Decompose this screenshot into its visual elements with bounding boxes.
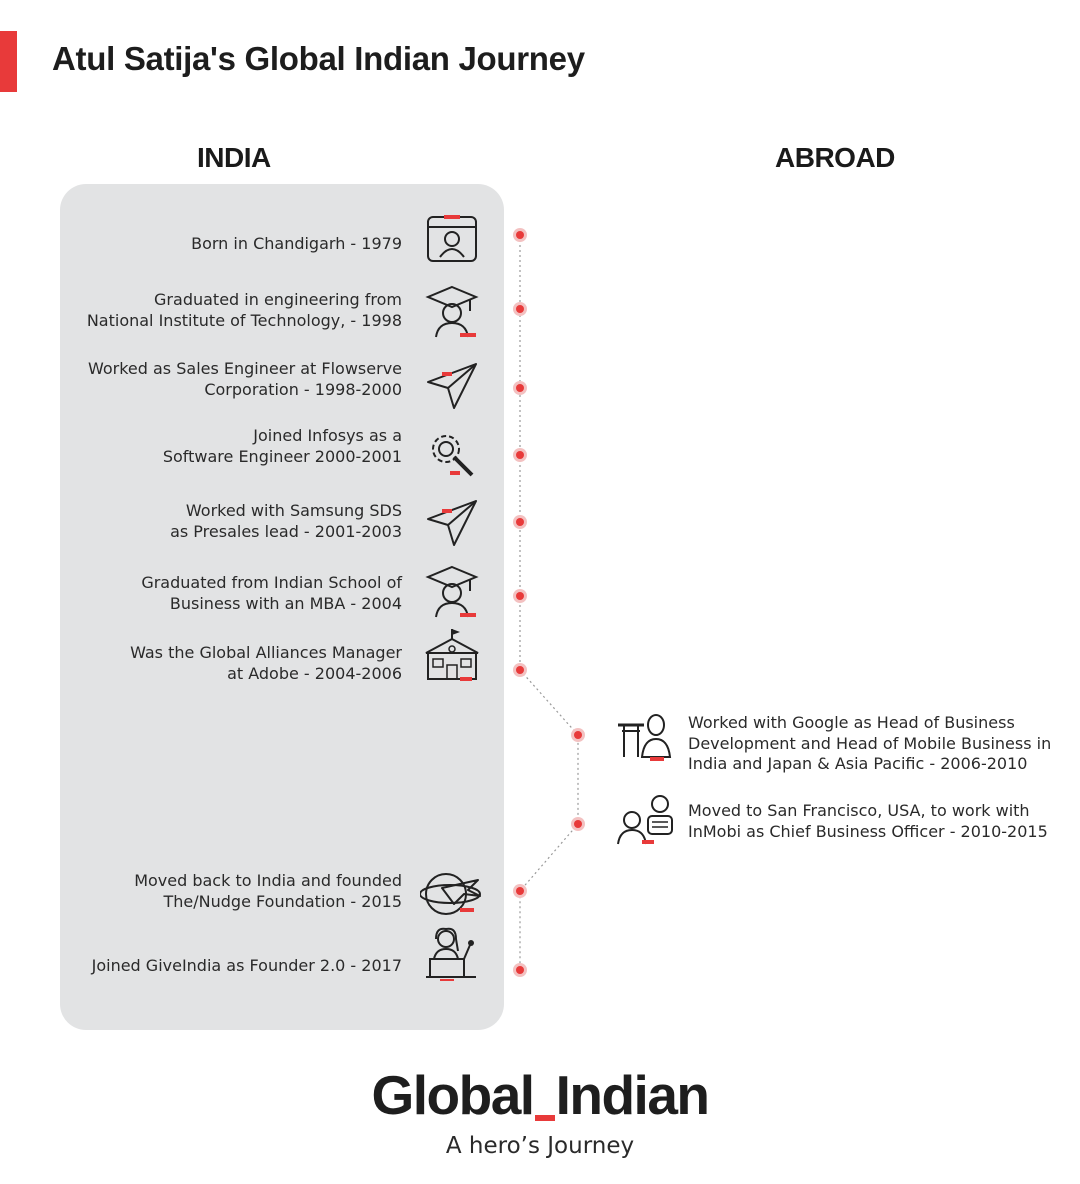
event-text-line: India and Japan & Asia Pacific - 2006-2010 — [688, 754, 1028, 773]
event-text-line: Worked with Samsung SDS — [185, 501, 402, 520]
gear-wrench-icon — [420, 425, 484, 481]
timeline-dot — [516, 966, 524, 974]
event-text — [191, 234, 402, 255]
abroad-column-heading: ABROAD — [775, 142, 895, 173]
graduate-icon — [420, 563, 484, 619]
page-title: Atul Satija's Global Indian Journey — [52, 40, 585, 77]
event-text — [130, 643, 402, 684]
timeline-dot — [516, 887, 524, 895]
event-text-line: Was the Global Alliances Manager — [130, 643, 402, 662]
speaker-podium-icon — [420, 925, 484, 981]
timeline-dot — [516, 592, 524, 600]
event-text-line: Joined Infosys as a — [253, 426, 402, 445]
paper-plane-icon — [420, 358, 484, 414]
timeline-dot — [516, 231, 524, 239]
event-text — [88, 359, 402, 400]
calendar-baby-icon — [420, 211, 484, 267]
event-text — [170, 501, 402, 542]
timeline-dot — [516, 451, 524, 459]
event-text-line: Graduated from Indian School of — [141, 573, 402, 592]
event-text-line: National Institute of Technology, - 1998 — [86, 310, 402, 330]
people-chat-icon — [614, 794, 678, 850]
timeline-dot — [516, 518, 524, 526]
event-text-line: Software Engineer 2000-2001 — [162, 446, 402, 466]
event-text-line: Business with an MBA - 2004 — [169, 593, 402, 613]
globe-plane-icon — [420, 866, 484, 922]
event-text-line: InMobi as Chief Business Officer - 2010-2015 — [688, 821, 1048, 841]
event-text-line: Moved to San Francisco, USA, to work with — [688, 801, 1030, 820]
timeline-dot — [574, 731, 582, 739]
event-text-line: as Presales lead - 2001-2003 — [170, 521, 402, 541]
event-text-line: Worked with Google as Head of Business — [688, 713, 1015, 732]
event-text-line: Joined GiveIndia as Founder 2.0 - 2017 — [91, 956, 402, 975]
graduate-icon — [420, 283, 484, 339]
event-text — [92, 956, 402, 977]
event-text — [134, 871, 402, 912]
event-text — [688, 713, 1051, 775]
event-text-line: Development and Head of Mobile Business in — [688, 733, 1052, 753]
event-text-line: Corporation - 1998-2000 — [204, 379, 402, 399]
event-text — [141, 573, 402, 614]
event-text-line: Worked as Sales Engineer at Flowserve — [87, 359, 402, 378]
event-text-line: The/Nudge Foundation - 2015 — [163, 891, 402, 911]
global-indian-logo: Global Indian — [371, 1064, 709, 1126]
event-text — [163, 426, 402, 467]
event-text — [688, 801, 1048, 842]
torii-gate-person-icon — [614, 711, 678, 767]
timeline-dot — [516, 666, 524, 674]
timeline-dot — [516, 384, 524, 392]
event-text — [87, 290, 402, 331]
paper-plane-icon — [420, 495, 484, 551]
event-text-line: Graduated in engineering from — [154, 290, 402, 309]
school-building-icon — [420, 627, 484, 683]
timeline-dotted-line — [520, 235, 578, 970]
timeline-dot — [574, 820, 582, 828]
event-text-line: Moved back to India and founded — [134, 871, 402, 890]
logo-tagline: A hero’s Journey — [445, 1133, 635, 1159]
india-column-heading: INDIA — [197, 142, 271, 173]
timeline-dot — [516, 305, 524, 313]
event-text-line: Born in Chandigarh - 1979 — [191, 234, 402, 253]
event-text-line: at Adobe - 2004-2006 — [227, 663, 402, 683]
